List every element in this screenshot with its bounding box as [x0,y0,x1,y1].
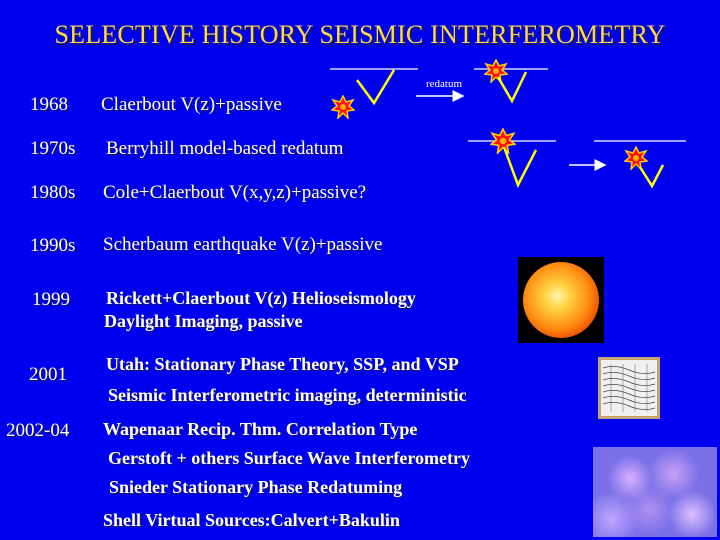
slide-title: SELECTIVE HISTORY SEISMIC INTERFEROMETRY [54,20,666,49]
redatum-label: redatum [426,78,463,90]
source-burst-icon [485,60,507,82]
well-v-shape [640,165,663,186]
desc-1999-line1: Rickett+Claerbout V(z) Helioseismology [106,288,416,308]
desc-1980s: Cole+Claerbout V(x,y,z)+passive? [103,182,367,203]
desc-2002-line4: Shell Virtual Sources:Calvert+Bakulin [103,510,400,530]
desc-2002-line3: Snieder Stationary Phase Redatuming [109,477,403,497]
well-v-shape [498,72,526,101]
seismogram-traces-icon [601,360,657,416]
year-2002-04: 2002-04 [6,420,70,441]
desc-1999-line2: Daylight Imaging, passive [104,311,303,331]
desc-2002-line2: Gerstoft + others Surface Wave Interferometry [108,448,470,468]
year-1970s: 1970s [30,138,76,159]
desc-1968: Claerbout V(z)+passive [101,94,282,115]
flower-photo [593,447,717,537]
seismogram-thumbnail [598,357,660,419]
desc-1990s: Scherbaum earthquake V(z)+passive [103,234,383,255]
desc-2001-line2: Seismic Interferometric imaging, deterministic [108,385,467,405]
year-2001: 2001 [29,364,67,385]
source-burst-icon [625,147,647,169]
year-1990s: 1990s [30,235,76,256]
year-1968: 1968 [30,94,68,115]
year-1980s: 1980s [30,182,76,203]
source-burst-icon [332,96,354,118]
year-1999: 1999 [32,289,70,310]
desc-2002-line1: Wapenaar Recip. Thm. Correlation Type [103,419,418,439]
sun-image [523,262,599,338]
well-v-shape [357,70,394,103]
source-burst-icon [491,129,515,153]
desc-1970s: Berryhill model-based redatum [106,138,344,159]
desc-2001-line1: Utah: Stationary Phase Theory, SSP, and VSP [106,354,459,374]
